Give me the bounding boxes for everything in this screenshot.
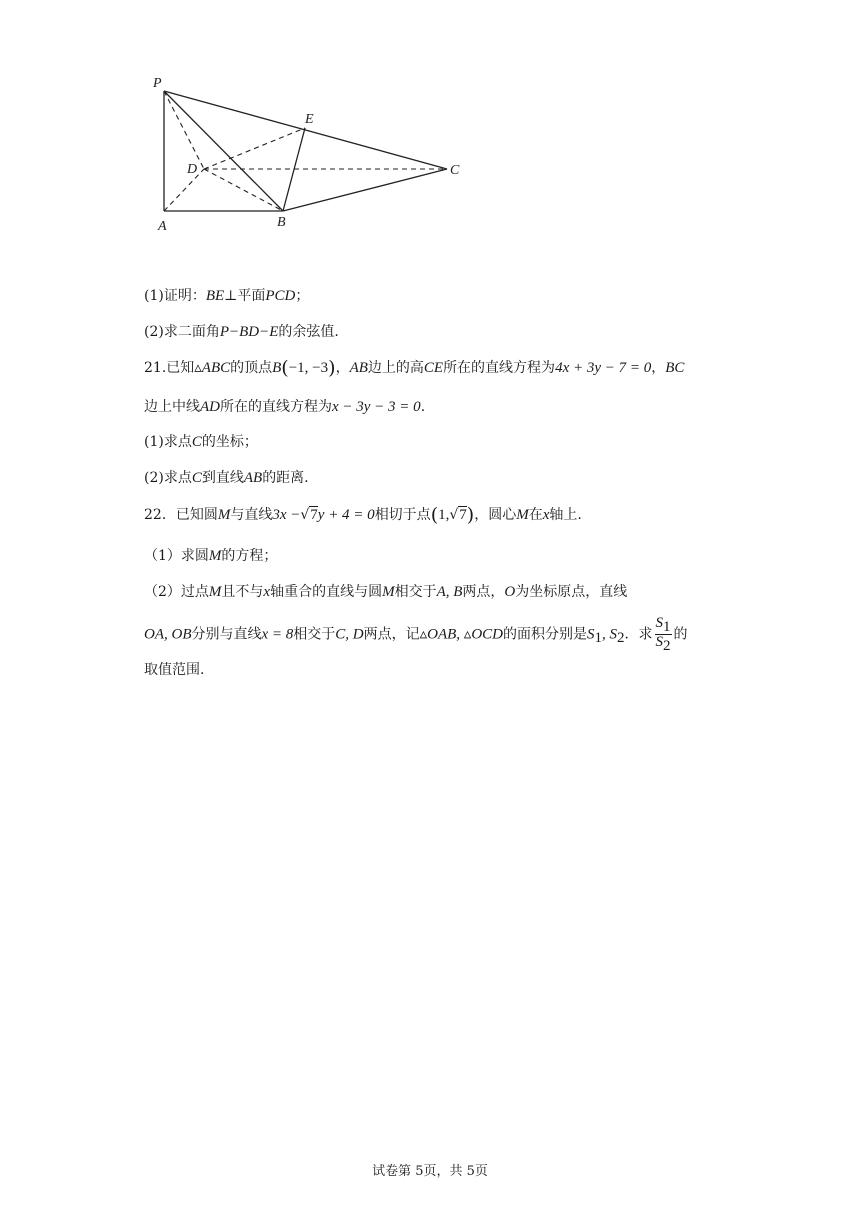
- label-C: C: [450, 163, 460, 178]
- edge-AD: [164, 169, 204, 211]
- label-E: E: [305, 112, 314, 127]
- q22-part1: （1）求圆M的方程；: [144, 548, 278, 564]
- page-footer: 试卷第 5页，共 5页: [372, 1164, 488, 1179]
- edge-BC: [283, 169, 447, 211]
- edge-PC: [164, 91, 447, 169]
- label-P: P: [153, 76, 162, 91]
- q20-part2: (2)求二面角P−BD−E的余弦值.: [144, 324, 339, 340]
- label-A: A: [158, 219, 167, 234]
- edge-PD: [164, 91, 204, 169]
- edge-PB: [164, 91, 283, 211]
- geometry-figure: [140, 70, 470, 240]
- fraction-s1-over-s2: $\frac{S_1}{S_2}$: [655, 615, 671, 654]
- q21-part1: (1)求点C的坐标；: [144, 434, 258, 450]
- q22-part2-line2: OA, OB分别与直线x = 8相交于C, D两点，记▵OAB, ▵OCD的面积分别是$S_1$, $S_2$．求 $\frac{S_1}{S_2}$ 的: [144, 615, 688, 654]
- q22-part2-line3: 取值范围.: [144, 662, 205, 678]
- q22-part2-line1: （2）过点M且不与x轴重合的直线与圆M相交于A, B两点，O为坐标原点，直线: [144, 584, 628, 600]
- q22-stem: 22．已知圆M与直线3x −√7y + 4 = 0相切于点(1,√7)，圆心M在x轴上.: [144, 504, 582, 526]
- q21-stem-line2: 边上中线AD所在的直线方程为x − 3y − 3 = 0.: [144, 399, 426, 415]
- q21-part2: (2)求点C到直线AB的距离.: [144, 470, 309, 486]
- q20-part1: (1)证明：BE⊥平面PCD；: [144, 288, 310, 304]
- label-D: D: [187, 162, 198, 177]
- label-B: B: [277, 215, 286, 230]
- edge-DE: [204, 128, 305, 169]
- q21-stem-line1: 21.已知▵ABC的顶点B(−1, −3)，AB边上的高CE所在的直线方程为4x + 3y − 7 = 0，BC: [144, 357, 685, 379]
- edge-DB: [204, 169, 283, 211]
